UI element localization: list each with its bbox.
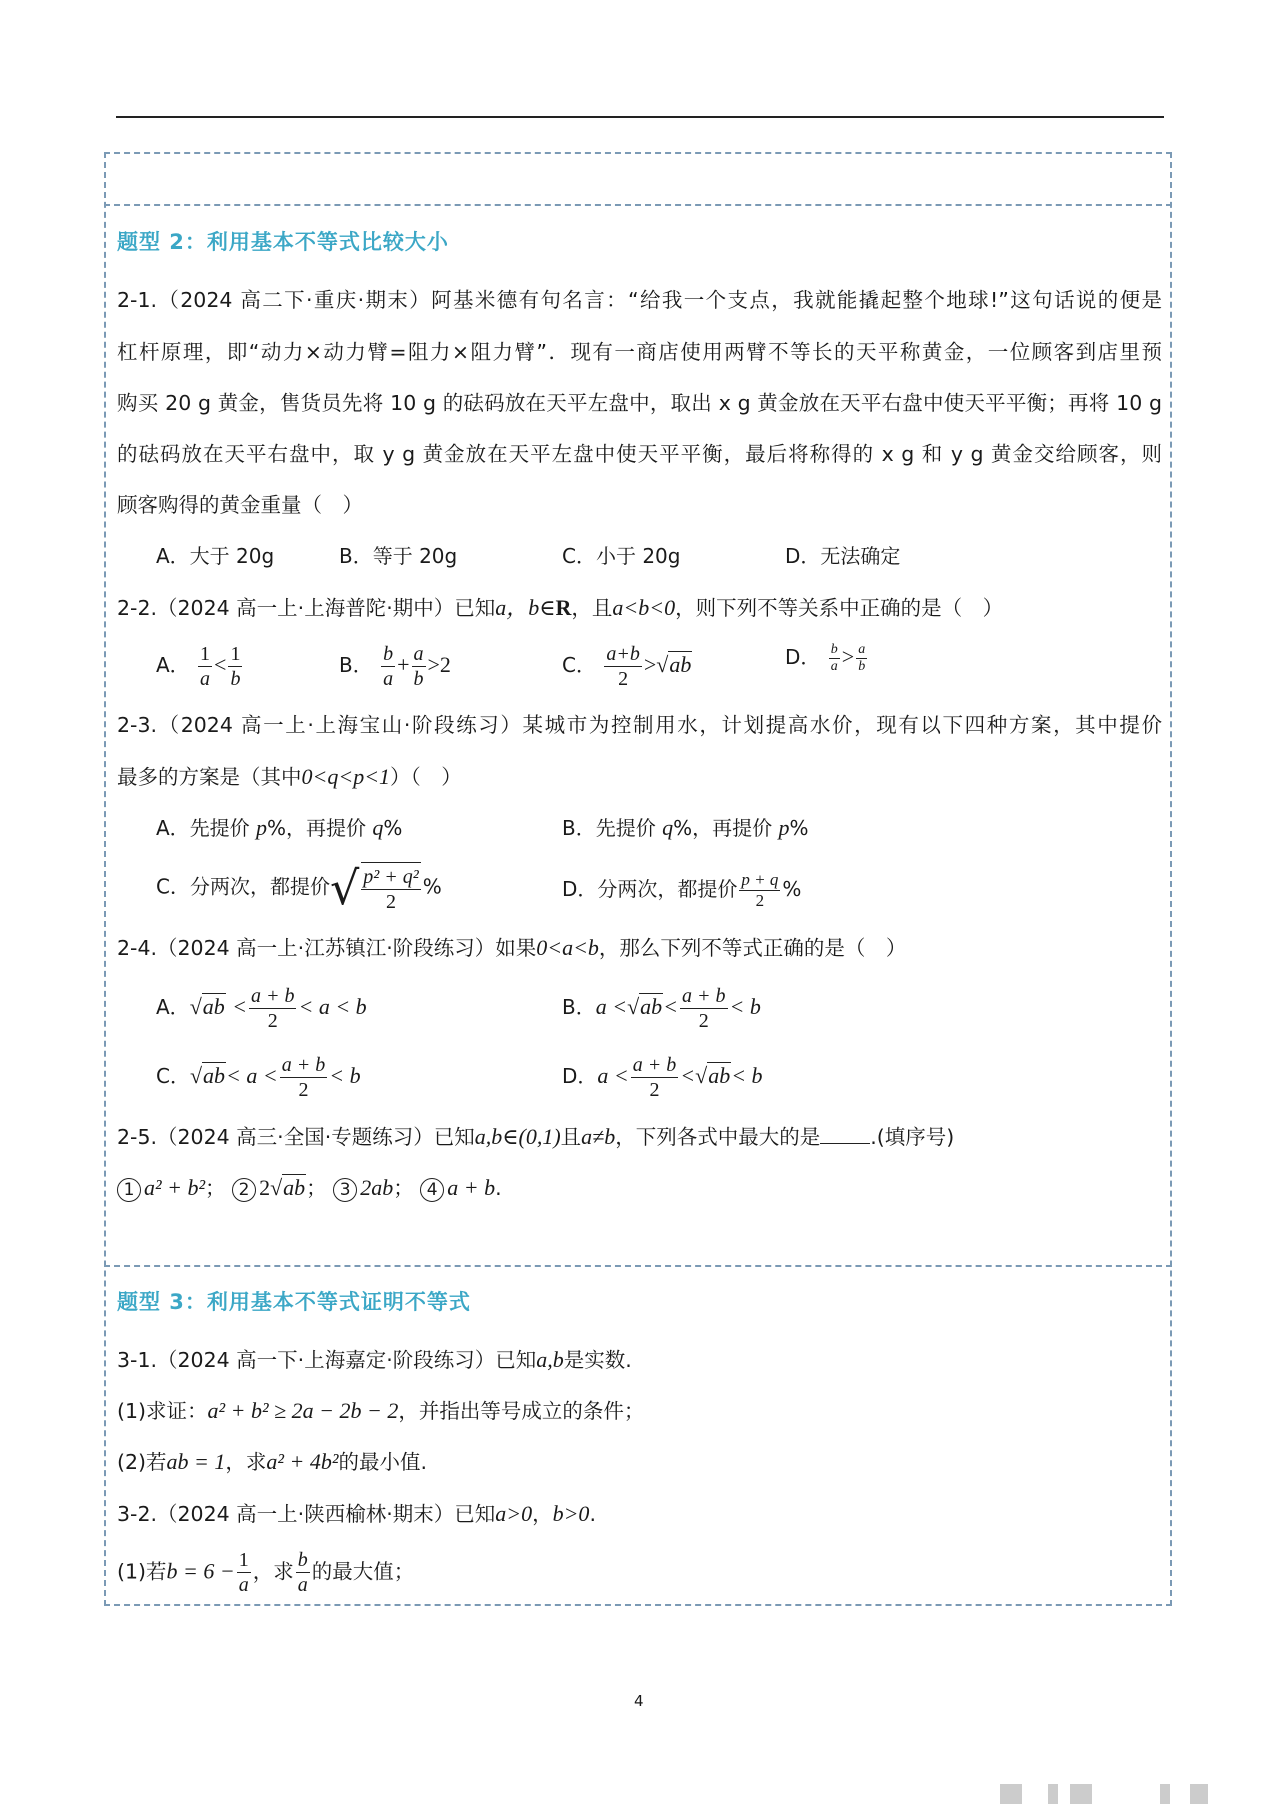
question-2-1-line: 顾客购得的黄金重量（ ） (117, 493, 363, 517)
numerator: a + b (250, 985, 295, 1007)
circled-number: 1 (117, 1178, 141, 1202)
question-3-2-stem (117, 1500, 1162, 1528)
numerator: b (383, 643, 394, 665)
denominator: a (830, 659, 838, 674)
option-text: 分两次，都提价 (189, 874, 330, 899)
math: < (663, 994, 679, 1019)
watermark-bar (1070, 1784, 1092, 1804)
operator: > (841, 644, 855, 669)
radical-sign: √ (329, 861, 360, 915)
denominator: 2 (267, 1010, 278, 1032)
stem-text: . (589, 1502, 596, 1526)
question-3-1-stem (117, 1346, 1162, 1374)
numerator: a + b (682, 985, 726, 1007)
question-2-4-stem (117, 934, 1162, 962)
denominator: b (858, 659, 866, 674)
separator: ； (393, 1176, 414, 1200)
numerator: a+b (606, 643, 640, 665)
math: a² + b² ≥ 2a − 2b − 2 (207, 1398, 399, 1423)
math: < a < b (298, 994, 367, 1019)
math: p (256, 815, 268, 840)
denominator: 2 (755, 891, 765, 910)
option-text: %，再提价 (673, 816, 779, 840)
stem-text: 的最大值； (311, 1559, 415, 1584)
question-3-1-part2 (117, 1448, 1162, 1476)
radicand: ab (669, 652, 692, 677)
option-d (562, 1053, 763, 1102)
stem-text: 3-1.（2024 高一下·上海嘉定·阶段练习）已知 (117, 1348, 537, 1372)
section-heading-3: 题型 3：利用基本不等式证明不等式 (117, 1290, 471, 1314)
math: b>0 (552, 1501, 590, 1526)
stem-text: 且 (560, 1125, 582, 1149)
option-a (156, 642, 244, 691)
question-3-2-part1 (117, 1548, 1162, 1597)
stem-text: ，且 (571, 596, 613, 620)
watermark-bar (1190, 1784, 1208, 1804)
radicand: ab (203, 1063, 226, 1088)
numerator: b (830, 642, 838, 657)
watermark-bar (1160, 1784, 1170, 1804)
stem-text: ，求 (225, 1450, 267, 1474)
denominator: 2 (298, 1079, 309, 1101)
option-text: 先提价 (189, 816, 257, 840)
option-label: D． (785, 645, 821, 669)
option-text: 分两次，都提价 (597, 877, 738, 901)
question-2-3-line: 2-3.（2024 高一上·上海宝山·阶段练习）某城市为控制用水，计划提高水价，现有以下四种方案，其中提价 (117, 713, 1162, 737)
math: a,b (536, 1347, 564, 1372)
option-b (339, 642, 451, 691)
section-divider (104, 204, 1172, 206)
fraction (412, 642, 426, 691)
question-2-5-stem (117, 1123, 1162, 1151)
numerator: p² + q² (363, 866, 419, 888)
separator: ； (306, 1176, 327, 1200)
option-label: C． (156, 1064, 190, 1088)
separator: . (495, 1176, 502, 1200)
fraction (361, 862, 421, 914)
option-a: A．大于 20g (156, 544, 275, 568)
stem-text: 是实数. (563, 1348, 632, 1372)
question-2-5-items (117, 1174, 1162, 1202)
denominator: a (383, 668, 394, 690)
option-text: % (782, 877, 802, 901)
stem-text: 2-4.（2024 高一上·江苏镇江·阶段练习）如果 (117, 936, 537, 960)
math: 0<q<p<1 (301, 764, 391, 789)
option-text: % (422, 874, 442, 899)
denominator: b (230, 668, 241, 690)
option-d: D．无法确定 (785, 544, 901, 568)
numerator: a (858, 642, 866, 657)
stem-text: (1)求证： (117, 1399, 208, 1423)
option-text: % (789, 816, 809, 840)
option-text: 先提价 (595, 816, 663, 840)
stem-text: (2)若 (117, 1450, 167, 1474)
option-c (156, 1053, 361, 1102)
numerator: 1 (238, 1549, 249, 1571)
fraction (237, 1548, 251, 1597)
stem-text: ，求 (252, 1559, 294, 1584)
radicand: ab (708, 1063, 731, 1088)
option-label: D． (562, 1064, 598, 1088)
option-b: B．等于 20g (339, 544, 458, 568)
option-label: B． (562, 816, 596, 840)
option-label: C． (562, 653, 596, 677)
option-label: B． (562, 995, 596, 1019)
math: a≠b (581, 1124, 616, 1149)
option-text: %，再提价 (267, 816, 373, 840)
question-2-3-line (117, 763, 1162, 791)
option-b (562, 814, 808, 842)
section-divider (104, 1265, 1172, 1267)
fraction (604, 642, 642, 691)
radicand: ab (202, 994, 225, 1019)
stem-text: ）（ ） (390, 765, 462, 789)
stem-text: 2-2.（2024 高一上·上海普陀·期中）已知 (117, 596, 496, 620)
math: < b (329, 1063, 361, 1088)
square-root: √ab (695, 1063, 731, 1088)
fraction (739, 870, 780, 911)
question-2-1-line: 的砝码放在天平右盘中，取 y g 黄金放在天平左盘中使天平平衡，最后将称得的 x g 和 y g 黄金交给顾客，则 (117, 442, 1162, 466)
numerator: a + b (281, 1054, 326, 1076)
option-d (562, 870, 801, 911)
stem-text: 3-2.（2024 高一上·陕西榆林·期末）已知 (117, 1502, 496, 1526)
option-label: D． (562, 877, 598, 901)
math: < a < (226, 1063, 278, 1088)
radicand: ab (283, 1175, 306, 1200)
stem-text: ， (532, 1502, 553, 1526)
stem-text: ，下列各式中最大的是 (615, 1125, 821, 1149)
fraction (198, 642, 212, 691)
fraction (680, 984, 728, 1033)
page-number: 4 (634, 1692, 644, 1710)
stem-text: ，则下列不等关系中正确的是（ ） (675, 596, 1004, 620)
numerator: p + q (741, 870, 779, 889)
numerator: b (297, 1549, 308, 1571)
denominator: 2 (386, 891, 397, 913)
stem-text: 的最小值. (338, 1450, 427, 1474)
question-2-1-line: 购买 20 g 黄金，售货员先将 10 g 的砝码放在天平左盘中，取出 x g 黄金放在天平右盘中使天平平衡；再将 10 g (117, 391, 1162, 415)
option-d (785, 642, 869, 675)
math: a，b∈ (495, 595, 556, 620)
option-c: C．小于 20g (562, 544, 681, 568)
circled-number: 4 (420, 1178, 444, 1202)
operator: + (397, 652, 410, 677)
fraction (296, 1548, 310, 1597)
fraction (381, 642, 395, 691)
math: < b (731, 1063, 763, 1088)
stem-text: 最多的方案是（其中 (117, 765, 302, 789)
math: >2 (427, 652, 451, 677)
square-root: √ab (270, 1175, 306, 1200)
option-b (562, 984, 761, 1033)
math: q (372, 815, 384, 840)
square-root: √ab (189, 1063, 226, 1088)
radicand: ab (640, 994, 663, 1019)
stem-text: ，并指出等号成立的条件； (398, 1399, 645, 1423)
math: R (555, 595, 572, 620)
math: p (778, 815, 790, 840)
numerator: 1 (230, 643, 241, 665)
math: < (680, 1063, 696, 1088)
section-heading-2: 题型 2：利用基本不等式比较大小 (117, 230, 449, 254)
math: ab = 1 (166, 1449, 226, 1474)
stem-text: .(填序号) (870, 1125, 955, 1149)
fraction (856, 642, 867, 675)
watermark-bar (1048, 1784, 1058, 1804)
math: a + b (447, 1175, 496, 1200)
math: < b (729, 994, 761, 1019)
question-2-1-line: 杠杆原理，即“动力×动力臂=阻力×阻力臂”．现有一商店使用两臂不等长的天平称黄金，一位顾客到店里预 (117, 340, 1162, 364)
circled-number: 2 (232, 1178, 256, 1202)
denominator: b (413, 668, 424, 690)
math: 2 (259, 1175, 271, 1200)
option-a (156, 984, 367, 1033)
math: 2ab (360, 1175, 394, 1200)
math: b = 6 − (166, 1558, 235, 1584)
circled-number: 3 (333, 1178, 357, 1202)
fraction (829, 642, 840, 675)
square-root: √ab (627, 994, 663, 1019)
option-text: % (383, 816, 403, 840)
header-rule (116, 116, 1164, 118)
numerator: a (413, 643, 424, 665)
separator: ； (205, 1176, 226, 1200)
math: a² + b² (144, 1175, 206, 1200)
operator: > (643, 652, 657, 677)
denominator: 2 (649, 1079, 660, 1101)
option-label: B． (339, 653, 373, 677)
math: a>0 (495, 1501, 533, 1526)
math: 0<a<b (536, 935, 599, 960)
math: a² + 4b² (266, 1449, 339, 1474)
question-3-1-part1 (117, 1397, 1162, 1425)
denominator: 2 (618, 668, 629, 690)
denominator: a (200, 668, 211, 690)
fraction (280, 1053, 328, 1102)
math: < (232, 994, 247, 1019)
numerator: a + b (632, 1054, 677, 1076)
denominator: a (297, 1574, 308, 1596)
denominator: 2 (698, 1010, 709, 1032)
option-label: C． (156, 874, 190, 899)
math: a < (595, 994, 628, 1019)
fraction (249, 984, 297, 1033)
square-root: √ab (656, 652, 692, 677)
question-2-2-stem (117, 594, 1162, 622)
option-label: A． (156, 995, 190, 1019)
square-root: √ab (189, 994, 225, 1019)
question-2-1-line: 2-1.（2024 高二下·重庆·期末）阿基米德有句名言：“给我一个支点，我就能撬起整个地球!”这句话说的便是 (117, 288, 1162, 312)
math: a < (597, 1063, 629, 1088)
numerator: 1 (200, 643, 211, 665)
stem-text: (1)若 (117, 1559, 167, 1584)
fraction (631, 1053, 679, 1102)
stem-text: 2-5.（2024 高三·全国·专题练习）已知 (117, 1125, 475, 1149)
watermark-bar (1000, 1784, 1022, 1804)
denominator: a (238, 1574, 249, 1596)
answer-blank[interactable] (820, 1143, 870, 1144)
math: a<b<0 (612, 595, 676, 620)
option-c (562, 642, 692, 691)
option-c (156, 862, 442, 914)
option-label: A． (156, 816, 190, 840)
stem-text: ，那么下列不等式正确的是（ ） (598, 936, 907, 960)
math: q (662, 815, 674, 840)
option-label: A． (156, 653, 190, 677)
fraction (228, 642, 242, 691)
math: a,b∈(0,1) (474, 1124, 561, 1149)
square-root (330, 862, 423, 914)
operator: < (214, 652, 227, 677)
option-a (156, 814, 402, 842)
